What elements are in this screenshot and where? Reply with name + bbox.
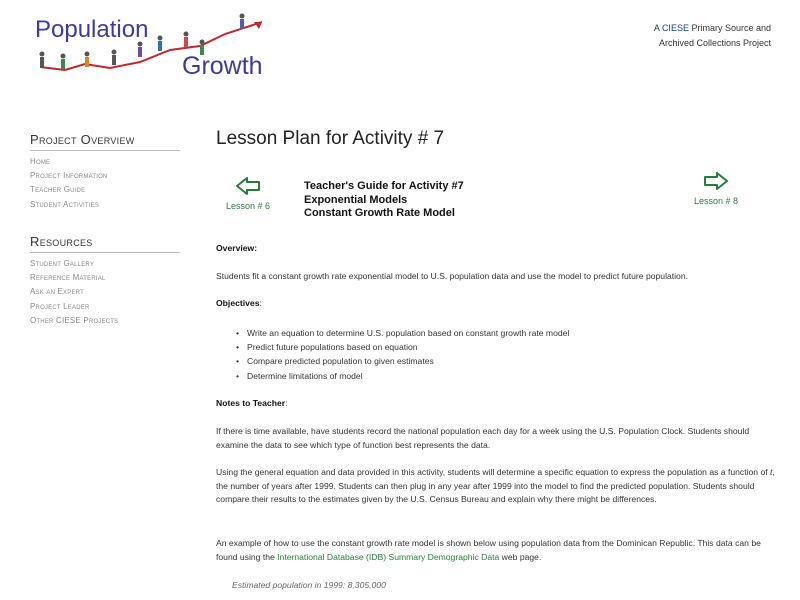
sidebar-project-overview [30,132,180,212]
notes-p3-part-a: An example of how to use the constant growth rate model is shown below using population data from the Dominican Republic. This data can be found using the [216,538,761,562]
guide-line-3: Constant Growth Rate Model [304,207,455,219]
objectives-list [236,326,569,383]
notes-p2-variable-t: t [770,467,773,477]
sidebar-overview-title: Project Overview [30,132,180,151]
notes-p3-part-b: web page. [499,551,542,562]
objective-item: • Predict future populations based on equation [236,340,569,354]
overview-text: Students fit a constant growth rate exponential model to U.S. population data and use the model to predict future population. [216,271,689,281]
sidebar-item-other-ciese-projects[interactable]: Other CIESE Projects [30,315,119,325]
next-lesson-link[interactable] [686,172,746,206]
sidebar-item-project-information[interactable]: Project Information [30,171,108,181]
notes-paragraph-3 [216,537,776,564]
notes-heading-block: Notes to Teacher: [216,398,288,408]
logo-text-growth: Growth [182,52,263,80]
guide-line-2: Exponential Models [304,193,408,206]
notes-paragraph-1: If there is time available, have students record the national population each day for a week using the U.S. Population Clock. Students should examine the data to see which type of function best represents the data. [216,426,750,450]
objective-item: • Determine limitations of model [236,369,569,383]
notes-paragraph-2 [216,466,776,507]
sidebar-item-student-activities[interactable]: Student Activities [30,199,100,209]
notes-heading: Notes to Teacher [216,398,286,408]
arrow-left-icon [235,177,261,195]
sidebar-item-reference-material[interactable]: Reference Material [30,273,106,283]
logo-text-population: Population [35,16,149,43]
ciese-project-note [571,21,771,51]
ciese-line2: Archived Collections Project [658,38,771,48]
arrow-right-icon [703,172,729,190]
notes-p2-part-a: Using the general equation and data provided in this activity, students will determine a specific equation to express the population as a function of [216,467,770,477]
objective-item: • Write an equation to determine U.S. population based on constant growth rate model [236,326,569,340]
sidebar-item-home[interactable]: Home [30,157,51,166]
objectives-heading-block: Objectives: [216,298,262,308]
previous-lesson-label: Lesson # 6 [225,201,271,211]
sidebar-item-student-gallery[interactable]: Student Gallery [30,259,95,268]
ciese-link[interactable]: CIESE [661,23,689,33]
previous-lesson-link[interactable] [218,177,278,211]
idb-summary-link[interactable]: International Database (IDB) Summary Demographic Data [277,551,500,562]
teachers-guide-heading [304,180,464,221]
sidebar-item-teacher-guide[interactable]: Teacher Guide [30,185,86,195]
ciese-prefix: A [653,23,662,33]
next-lesson-label: Lesson # 8 [693,196,739,206]
main-content [216,128,776,150]
objective-item: • Compare predicted population to given estimates [236,354,569,368]
sidebar-resources [30,234,180,328]
sidebar-item-project-leader[interactable]: Project Leader [30,301,90,311]
page-title: Lesson Plan for Activity # 7 [216,128,445,149]
notes-p2-part-b: , the number of years after 1999. Students can then plug in any year after 1999 into the model to find the predicted population. Students should compare their results to the estimates given by the U.S. Census Bureau and explain why there might be differences. [216,467,775,505]
sidebar-resources-title: Resources [30,234,180,253]
objectives-heading: Objectives [216,298,260,308]
overview-heading: Overview: [216,243,258,253]
estimated-population-text: Estimated population in 1999: 8,305,000 [232,580,386,590]
guide-line-1: Teacher's Guide for Activity #7 [304,180,464,192]
population-growth-logo[interactable] [30,12,275,84]
ciese-suffix: Primary Source and [688,23,771,33]
sidebar-item-ask-an-expert[interactable]: Ask an Expert [30,287,84,297]
